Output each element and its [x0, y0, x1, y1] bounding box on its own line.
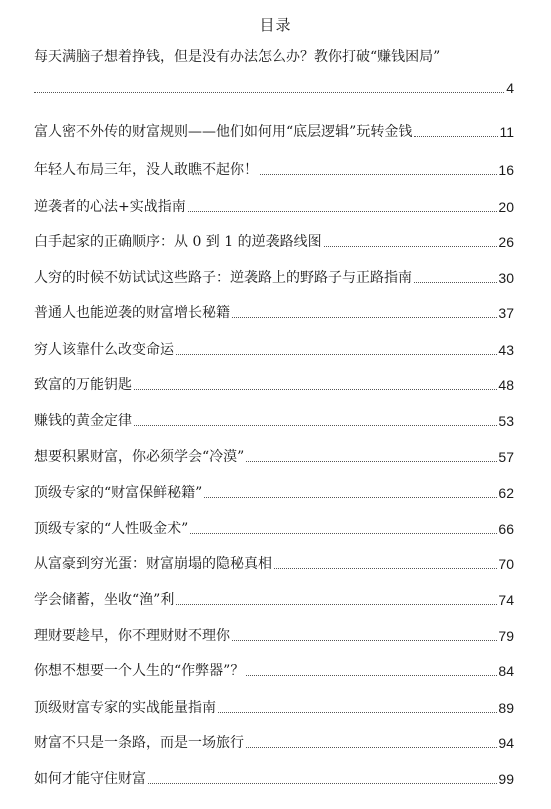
toc-entry-page: 62 — [498, 485, 514, 501]
dot-leader — [232, 317, 497, 318]
toc-entry-title: 致富的万能钥匙 — [34, 377, 132, 393]
toc-entry-14[interactable] — [34, 555, 514, 573]
dot-leader — [134, 425, 497, 426]
toc-entry-5[interactable] — [34, 233, 514, 251]
toc-entry-page: 74 — [498, 592, 514, 608]
toc-entry-4[interactable] — [34, 198, 514, 216]
dot-leader — [148, 783, 497, 784]
dot-leader — [134, 389, 497, 390]
toc-entry-page: 4 — [506, 80, 514, 96]
toc-entry-title: 顶级专家的“人性吸金术” — [34, 521, 189, 537]
toc-entry-18[interactable] — [34, 699, 514, 717]
toc-entry-page: 26 — [498, 234, 514, 250]
toc-entry-title: 顶级专家的“财富保鲜秘籍” — [34, 485, 203, 501]
toc-entry-page: 16 — [498, 162, 514, 178]
dot-leader — [232, 640, 497, 641]
dot-leader — [188, 211, 498, 212]
toc-entry-8[interactable] — [34, 341, 514, 359]
toc-entry-page: 57 — [498, 449, 514, 465]
dot-leader — [324, 246, 498, 247]
toc-entry-20[interactable] — [34, 770, 514, 788]
toc-entry-title: 富人密不外传的财富规则——他们如何用“底层逻辑”玩转金钱 — [34, 124, 413, 140]
toc-entry-title: 财富不只是一条路，而是一场旅行 — [34, 735, 244, 751]
toc-entry-page: 48 — [498, 377, 514, 393]
toc-entry-page: 84 — [498, 663, 514, 679]
toc-entry-11[interactable] — [34, 448, 514, 466]
toc-entry-title: 你想不想要一个人生的“作弊器”？ — [34, 663, 245, 679]
toc-entry-title: 人穷的时候不妨试试这些路子：逆袭路上的野路子与正路指南 — [34, 270, 412, 286]
toc-entry-12[interactable] — [34, 484, 514, 502]
dot-leader — [246, 747, 497, 748]
toc-entry-15[interactable] — [34, 591, 514, 609]
toc-entry-title: 顶级财富专家的实战能量指南 — [34, 700, 216, 716]
dot-leader — [260, 174, 497, 175]
toc-entry-page: 30 — [498, 270, 514, 286]
toc-entry-page: 94 — [498, 735, 514, 751]
toc-entry-title: 赚钱的黄金定律 — [34, 413, 132, 429]
dot-leader — [204, 497, 497, 498]
toc-entry-19[interactable] — [34, 734, 514, 752]
toc-entry-17[interactable] — [34, 662, 514, 680]
toc-entry-page: 99 — [498, 771, 514, 787]
toc-entry-page: 20 — [498, 199, 514, 215]
toc-entry-title: 每天满脑子想着挣钱，但是没有办法怎么办？教你打破“赚钱困局” — [34, 49, 441, 65]
toc-entry-title: 白手起家的正确顺序：从 0 到 1 的逆袭路线图 — [34, 234, 322, 250]
toc-entry-title: 普通人也能逆袭的财富增长秘籍 — [34, 305, 230, 321]
toc-entry-16[interactable] — [34, 627, 514, 645]
toc-entry-title: 逆袭者的心法+实战指南 — [34, 199, 186, 215]
toc-entry-1[interactable] — [34, 48, 514, 97]
toc-entry-page: 37 — [498, 305, 514, 321]
toc-entry-3[interactable] — [34, 161, 514, 179]
dot-leader — [218, 712, 497, 713]
toc-entry-page: 70 — [498, 556, 514, 572]
toc-entry-title: 如何才能守住财富 — [34, 771, 146, 787]
dot-leader — [246, 461, 497, 462]
dot-leader — [176, 354, 497, 355]
toc-entry-title: 理财要趁早，你不理财财不理你 — [34, 628, 230, 644]
toc-title: 目录 — [259, 16, 292, 34]
toc-entry-page: 89 — [498, 700, 514, 716]
toc-entry-13[interactable] — [34, 520, 514, 538]
dot-leader — [190, 533, 497, 534]
toc-entry-6[interactable] — [34, 269, 514, 287]
toc-entry-page: 11 — [499, 124, 514, 140]
dot-leader — [34, 92, 504, 93]
toc-entry-page: 53 — [498, 413, 514, 429]
dot-leader — [414, 282, 497, 283]
toc-entry-title: 学会储蓄，坐收“渔”利 — [34, 592, 175, 608]
toc-entry-title: 想要积累财富，你必须学会“冷漠” — [34, 449, 245, 465]
dot-leader — [246, 675, 497, 676]
toc-entry-2[interactable] — [34, 123, 514, 141]
toc-entry-page: 43 — [498, 342, 514, 358]
dot-leader — [414, 136, 498, 137]
toc-entry-title: 穷人该靠什么改变命运 — [34, 342, 174, 358]
toc-entry-7[interactable] — [34, 304, 514, 322]
dot-leader — [176, 604, 497, 605]
toc-entry-9[interactable] — [34, 376, 514, 394]
toc-entry-10[interactable] — [34, 412, 514, 430]
toc-entry-title: 年轻人布局三年，没人敢瞧不起你！ — [34, 162, 258, 178]
toc-entry-page: 66 — [498, 521, 514, 537]
dot-leader — [274, 568, 497, 569]
toc-entry-page: 79 — [498, 628, 514, 644]
toc-entry-title: 从富豪到穷光蛋：财富崩塌的隐秘真相 — [34, 556, 272, 572]
